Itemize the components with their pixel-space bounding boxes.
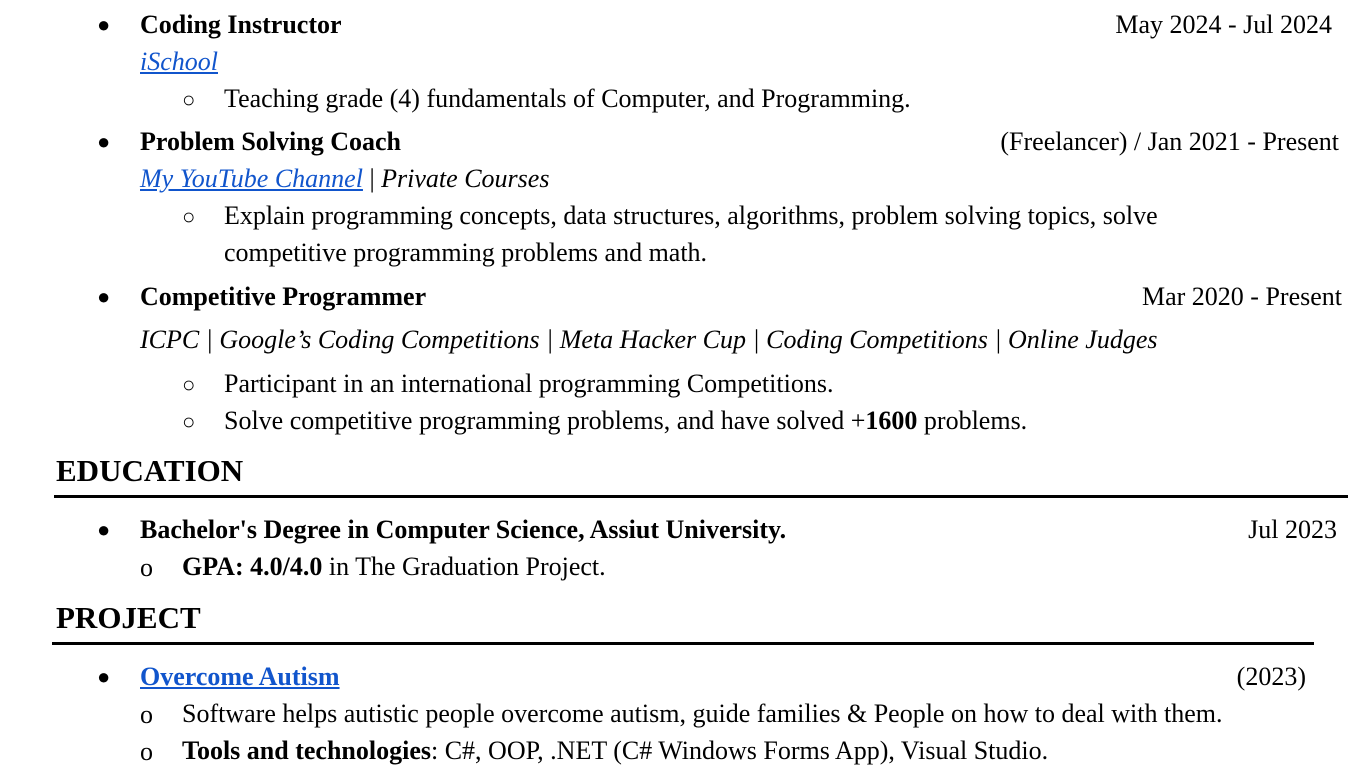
section-divider [52,642,1314,645]
org-separator: | [369,164,375,193]
job-title: Coding Instructor [140,10,342,39]
job-detail-continued: competitive programming problems and math. [224,238,708,267]
project-description: Software helps autistic people overcome autism, guide families & People on how to deal with them. [182,699,1223,728]
section-divider [54,495,1348,498]
org-line: ICPC | Google’s Coding Competitions | Meta Hacker Cup | Coding Competitions | Online Judges [140,325,1158,354]
job-detail: Participant in an international programming Competitions. [224,369,834,398]
degree-date: Jul 2023 [1248,515,1337,544]
sub-bullet-icon: o [140,737,153,766]
bullet-icon: ● [97,12,111,37]
job-detail: Explain programming concepts, data structures, algorithms, problem solving topics, solve [224,201,1158,230]
project-date: (2023) [1236,662,1306,691]
project-title-link[interactable]: Overcome Autism [140,662,340,691]
sub-bullet-icon: o [140,700,153,729]
job-detail [224,406,1027,436]
detail-text: problems. [917,406,1028,435]
project-tools [182,736,1048,766]
section-heading-education: EDUCATION [56,453,244,488]
org-extra: Private Courses [381,164,550,193]
job-title: Competitive Programmer [140,282,427,311]
bullet-icon: ● [97,129,111,154]
tools-label: Tools and technologies [182,736,431,765]
degree-title: Bachelor's Degree in Computer Science, Assiut University. [140,515,787,544]
section-heading-project: PROJECT [56,600,201,635]
org-link-youtube[interactable]: My YouTube Channel [140,164,363,193]
gpa-line [182,552,606,582]
gpa-value: GPA: 4.0/4.0 [182,552,323,581]
job-date: May 2024 - Jul 2024 [1115,10,1332,39]
job-date: Mar 2020 - Present [1141,282,1342,311]
detail-text: Solve competitive programming problems, and have solved + [224,406,866,435]
sub-bullet-icon: o [140,553,153,582]
circle-bullet-icon: ○ [182,87,196,112]
circle-bullet-icon: ○ [182,409,196,434]
org-link-ischool[interactable]: iSchool [140,47,218,76]
bullet-icon: ● [97,664,111,689]
solved-count: 1600 [865,406,918,435]
bullet-icon: ● [97,284,111,309]
job-title: Problem Solving Coach [140,127,401,156]
bullet-icon: ● [97,517,111,542]
job-detail: Teaching grade (4) fundamentals of Computer, and Programming. [224,84,911,113]
job-date: (Freelancer) / Jan 2021 - Present [1000,127,1339,156]
gpa-text: in The Graduation Project. [322,552,606,581]
circle-bullet-icon: ○ [182,204,196,229]
circle-bullet-icon: ○ [182,372,196,397]
tools-value: : C#, OOP, .NET (C# Windows Forms App), Visual Studio. [430,736,1049,765]
org-line [140,164,549,194]
